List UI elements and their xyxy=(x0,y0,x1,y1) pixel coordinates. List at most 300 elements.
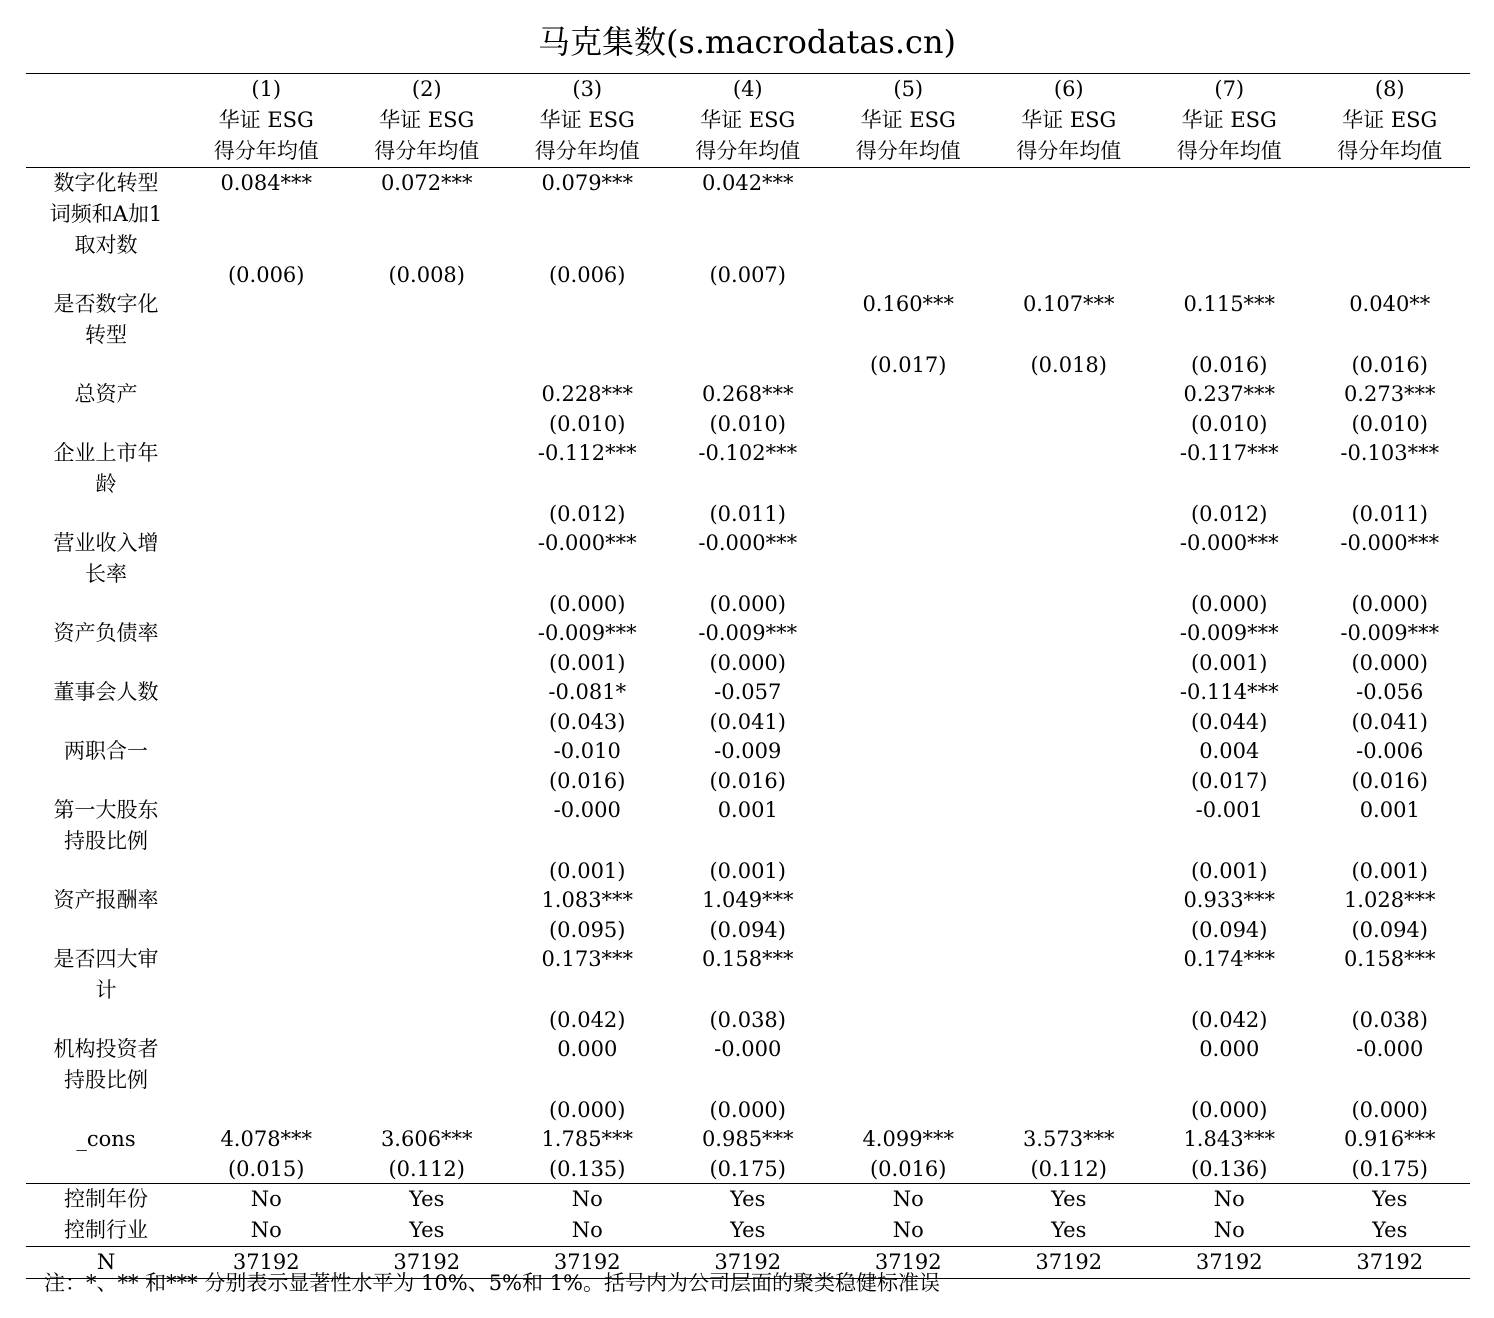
coef-cell xyxy=(989,528,1150,590)
coef-cell: -0.001 xyxy=(1195,798,1263,822)
coef-cell: -0.000*** xyxy=(1340,531,1440,555)
coef-cell: 1.785*** xyxy=(541,1127,634,1151)
se-row xyxy=(26,410,1470,438)
se-cell: (0.038) xyxy=(1351,1008,1428,1032)
se-cell xyxy=(347,351,508,379)
se-cell: (0.000) xyxy=(548,1098,626,1122)
se-cell xyxy=(828,590,989,618)
se-cell: (0.042) xyxy=(1190,1008,1268,1032)
se-cell xyxy=(828,410,989,438)
se-cell xyxy=(828,767,989,795)
control-cell: No xyxy=(186,1215,347,1247)
se-cell xyxy=(989,857,1150,885)
coef-cell xyxy=(989,618,1150,649)
se-cell: (0.175) xyxy=(668,1155,829,1184)
coef-cell xyxy=(347,885,508,916)
se-row xyxy=(26,351,1470,379)
se-cell: (0.094) xyxy=(709,918,786,942)
n-cell: 37192 xyxy=(186,1247,347,1279)
se-cell xyxy=(186,500,347,528)
se-cell xyxy=(828,1006,989,1034)
se-cell: (0.112) xyxy=(989,1155,1150,1184)
coef-cell xyxy=(828,438,989,500)
se-row xyxy=(26,1155,1470,1184)
coef-cell: 1.843*** xyxy=(1183,1127,1276,1151)
column-header-dep1: 华证 ESG xyxy=(1181,108,1277,132)
se-row xyxy=(26,261,1470,289)
control-cell: No xyxy=(892,1187,924,1211)
se-blank-cell xyxy=(26,649,186,677)
coef-cell xyxy=(507,289,668,351)
se-cell xyxy=(347,916,508,944)
column-header-num: (3) xyxy=(507,74,668,106)
control-cell: Yes xyxy=(989,1215,1150,1247)
coef-cell: 0.115*** xyxy=(1183,292,1276,316)
se-cell xyxy=(1310,261,1471,289)
coef-row xyxy=(26,795,1470,857)
se-cell: (0.095) xyxy=(548,918,626,942)
se-blank-cell xyxy=(26,1096,186,1124)
coef-cell: 1.083*** xyxy=(541,888,634,912)
se-cell: (0.001) xyxy=(709,859,786,883)
coef-cell xyxy=(186,944,347,1006)
coef-cell: 0.158*** xyxy=(1343,947,1436,971)
se-cell: (0.042) xyxy=(548,1008,626,1032)
coef-cell: -0.000 xyxy=(714,1037,782,1061)
column-header-dep1: 华证 ESG xyxy=(218,108,314,132)
column-header-dep2: 得分年均值 xyxy=(855,139,961,163)
header-blank-cell xyxy=(26,136,186,168)
se-cell xyxy=(186,649,347,677)
se-cell xyxy=(186,916,347,944)
se-cell: (0.000) xyxy=(1190,1098,1268,1122)
se-blank-cell xyxy=(26,708,186,736)
coef-row xyxy=(26,528,1470,590)
se-blank-cell xyxy=(26,500,186,528)
se-cell: (0.010) xyxy=(548,412,626,436)
se-cell: (0.016) xyxy=(828,1155,989,1184)
se-cell xyxy=(828,500,989,528)
se-cell: (0.012) xyxy=(548,502,626,526)
se-blank-cell xyxy=(26,916,186,944)
control-row xyxy=(26,1215,1470,1247)
control-cell: Yes xyxy=(1051,1187,1087,1211)
coef-cell: -0.000 xyxy=(1356,1037,1424,1061)
n-label: N xyxy=(26,1247,186,1279)
coef-cell: -0.009*** xyxy=(1340,621,1440,645)
se-cell xyxy=(989,767,1150,795)
coef-cell xyxy=(186,1034,347,1096)
se-cell xyxy=(828,916,989,944)
coef-cell xyxy=(828,379,989,410)
se-cell: (0.010) xyxy=(1351,412,1428,436)
se-blank-cell xyxy=(26,857,186,885)
se-cell xyxy=(989,590,1150,618)
se-cell: (0.043) xyxy=(548,710,626,734)
coef-cell xyxy=(186,885,347,916)
coef-cell xyxy=(989,168,1150,262)
n-cell: 37192 xyxy=(989,1247,1150,1279)
se-cell: (0.094) xyxy=(1351,918,1428,942)
se-cell: (0.016) xyxy=(1190,353,1268,377)
se-cell xyxy=(989,410,1150,438)
coef-cell xyxy=(347,1034,508,1096)
se-blank-cell xyxy=(26,767,186,795)
se-blank-cell xyxy=(26,351,186,379)
column-header-num: (7) xyxy=(1149,74,1310,106)
coef-cell: 0.933*** xyxy=(1183,888,1276,912)
variable-label: 董事会人数 xyxy=(53,680,159,704)
coef-cell: -0.057 xyxy=(714,680,782,704)
coef-cell: -0.117*** xyxy=(1179,441,1279,465)
coef-cell xyxy=(186,438,347,500)
coef-cell: 0.268*** xyxy=(701,382,794,406)
control-cell: No xyxy=(1213,1187,1245,1211)
coef-cell xyxy=(989,885,1150,916)
se-cell: (0.008) xyxy=(388,263,465,287)
variable-label: 第一大股东持股比例 xyxy=(53,798,159,853)
control-cell: Yes xyxy=(668,1215,829,1247)
se-cell xyxy=(186,410,347,438)
se-cell: (0.012) xyxy=(1190,502,1268,526)
se-cell: (0.011) xyxy=(709,502,786,526)
control-cell: Yes xyxy=(1310,1215,1471,1247)
variable-label: 两职合一 xyxy=(64,739,148,763)
coef-cell xyxy=(347,944,508,1006)
se-cell xyxy=(347,857,508,885)
column-header-num: (6) xyxy=(989,74,1150,106)
coef-cell xyxy=(186,736,347,767)
se-cell xyxy=(668,351,829,379)
column-header-dep2: 得分年均值 xyxy=(1176,139,1282,163)
coef-cell: 0.158*** xyxy=(701,947,794,971)
coef-cell: -0.056 xyxy=(1356,680,1424,704)
control-label: 控制年份 xyxy=(64,1187,148,1211)
coef-cell xyxy=(347,677,508,708)
column-header-dep2: 得分年均值 xyxy=(695,139,801,163)
se-cell xyxy=(186,1006,347,1034)
se-cell: (0.017) xyxy=(869,353,947,377)
se-cell: (0.016) xyxy=(1351,353,1428,377)
coef-cell xyxy=(828,885,989,916)
coef-row xyxy=(26,438,1470,500)
coef-cell xyxy=(828,618,989,649)
header-blank-cell xyxy=(26,105,186,136)
control-cell: Yes xyxy=(409,1187,445,1211)
coef-cell xyxy=(989,1034,1150,1096)
se-cell xyxy=(989,261,1150,289)
coef-cell: -0.000*** xyxy=(1179,531,1279,555)
se-cell xyxy=(989,708,1150,736)
coef-cell: 0.000 xyxy=(1199,1037,1260,1061)
se-cell: (0.041) xyxy=(1351,710,1428,734)
se-cell: (0.041) xyxy=(709,710,786,734)
coef-cell xyxy=(347,736,508,767)
page-title: 马克集数(s.macrodatas.cn) xyxy=(537,23,957,61)
se-cell xyxy=(828,649,989,677)
coef-cell: 3.573*** xyxy=(1022,1127,1115,1151)
se-cell: (0.001) xyxy=(548,651,626,675)
coef-cell: -0.102*** xyxy=(698,441,798,465)
se-cell xyxy=(989,1096,1150,1124)
column-header-num: (5) xyxy=(828,74,989,106)
variable-label: _cons xyxy=(76,1127,136,1151)
coef-cell: 1.049*** xyxy=(701,888,794,912)
control-cell: No xyxy=(250,1187,282,1211)
se-cell: (0.001) xyxy=(1190,859,1268,883)
column-header-dep2: 得分年均值 xyxy=(534,139,640,163)
column-header-dep1: 华证 ESG xyxy=(379,108,475,132)
coef-cell: 0.000 xyxy=(557,1037,618,1061)
se-cell: (0.010) xyxy=(709,412,786,436)
coef-cell: 0.042*** xyxy=(668,168,829,262)
coef-cell: 0.160*** xyxy=(862,292,955,316)
variable-label: 企业上市年龄 xyxy=(53,441,159,496)
se-cell: (0.018) xyxy=(1030,353,1107,377)
se-cell: (0.000) xyxy=(1351,592,1428,616)
coef-cell: 4.099*** xyxy=(862,1127,955,1151)
se-cell: (0.000) xyxy=(1351,651,1428,675)
se-cell xyxy=(347,1006,508,1034)
variable-label: 营业收入增长率 xyxy=(53,531,159,586)
coef-cell: 0.072*** xyxy=(347,168,508,262)
se-cell: (0.001) xyxy=(1351,859,1428,883)
control-cell: No xyxy=(507,1215,668,1247)
se-row xyxy=(26,590,1470,618)
variable-label: 资产负债率 xyxy=(53,621,159,645)
coef-row xyxy=(26,1124,1470,1155)
coef-cell: -0.010 xyxy=(553,739,621,763)
coef-cell: 1.028*** xyxy=(1343,888,1436,912)
se-cell xyxy=(1149,261,1310,289)
n-cell: 37192 xyxy=(828,1247,989,1279)
coef-cell: 0.084*** xyxy=(186,168,347,262)
coef-row xyxy=(26,618,1470,649)
control-cell: Yes xyxy=(347,1215,508,1247)
coef-cell xyxy=(989,795,1150,857)
coef-cell xyxy=(989,379,1150,410)
coef-cell: 0.107*** xyxy=(1022,292,1115,316)
coef-row xyxy=(26,289,1470,351)
coef-cell xyxy=(186,618,347,649)
coef-cell: -0.103*** xyxy=(1340,441,1440,465)
se-cell xyxy=(347,590,508,618)
se-cell: (0.007) xyxy=(709,263,786,287)
coef-cell: 3.606*** xyxy=(380,1127,473,1151)
se-cell: (0.006) xyxy=(227,263,305,287)
coef-cell: -0.112*** xyxy=(537,441,637,465)
se-blank-cell xyxy=(26,1006,186,1034)
coef-cell xyxy=(347,795,508,857)
coef-cell xyxy=(828,795,989,857)
coef-cell: -0.009*** xyxy=(537,621,637,645)
se-row xyxy=(26,767,1470,795)
coef-cell: 0.001 xyxy=(1359,798,1420,822)
column-header-dep1: 华证 ESG xyxy=(539,108,635,132)
se-cell: (0.112) xyxy=(347,1155,508,1184)
coef-row xyxy=(26,944,1470,1006)
coef-cell: 0.237*** xyxy=(1183,382,1276,406)
variable-label: 数字化转型词频和A加1取对数 xyxy=(26,168,186,262)
control-label: 控制行业 xyxy=(26,1215,186,1247)
header-row xyxy=(26,136,1470,168)
se-cell: (0.094) xyxy=(1190,918,1268,942)
coef-cell: -0.114*** xyxy=(1179,680,1279,704)
control-cell: No xyxy=(571,1187,603,1211)
se-cell xyxy=(186,590,347,618)
se-cell: (0.010) xyxy=(1190,412,1268,436)
coef-cell xyxy=(989,677,1150,708)
coef-cell xyxy=(186,528,347,590)
se-row xyxy=(26,857,1470,885)
column-header-dep2: 得分年均值 xyxy=(213,139,319,163)
coef-cell: 0.004 xyxy=(1199,739,1260,763)
coef-cell xyxy=(347,618,508,649)
se-cell xyxy=(347,708,508,736)
variable-label: 资产报酬率 xyxy=(53,888,159,912)
se-cell: (0.135) xyxy=(507,1155,668,1184)
regression-table xyxy=(26,73,1470,1279)
coef-row xyxy=(26,1034,1470,1096)
coef-cell xyxy=(828,1034,989,1096)
coef-cell xyxy=(1149,168,1310,262)
se-cell xyxy=(347,649,508,677)
se-cell: (0.000) xyxy=(709,651,786,675)
se-cell: (0.011) xyxy=(1351,502,1428,526)
se-cell xyxy=(507,351,668,379)
coef-cell: 0.985*** xyxy=(701,1127,794,1151)
coef-cell: 0.040** xyxy=(1349,292,1431,316)
coef-row xyxy=(26,379,1470,410)
coef-cell xyxy=(828,168,989,262)
se-cell: (0.016) xyxy=(709,769,786,793)
column-header-dep2: 得分年均值 xyxy=(1337,139,1443,163)
coef-cell: -0.006 xyxy=(1356,739,1424,763)
header-blank-cell xyxy=(26,74,186,106)
coef-cell xyxy=(828,944,989,1006)
n-cell: 37192 xyxy=(1310,1247,1471,1279)
coef-cell: -0.000 xyxy=(553,798,621,822)
se-row xyxy=(26,500,1470,528)
n-cell: 37192 xyxy=(1149,1247,1310,1279)
coef-cell: -0.009*** xyxy=(698,621,798,645)
se-cell: (0.016) xyxy=(1351,769,1428,793)
coef-cell xyxy=(828,677,989,708)
coef-cell: 0.079*** xyxy=(507,168,668,262)
se-row xyxy=(26,708,1470,736)
se-cell xyxy=(989,649,1150,677)
se-cell xyxy=(347,410,508,438)
se-cell xyxy=(347,500,508,528)
se-cell: (0.016) xyxy=(548,769,626,793)
se-cell: (0.001) xyxy=(548,859,626,883)
coef-cell xyxy=(347,379,508,410)
se-cell xyxy=(186,767,347,795)
se-cell xyxy=(828,857,989,885)
se-cell xyxy=(186,857,347,885)
coef-cell: 0.228*** xyxy=(541,382,634,406)
coef-cell xyxy=(989,736,1150,767)
se-cell xyxy=(989,500,1150,528)
coef-cell xyxy=(347,528,508,590)
coef-cell: -0.009*** xyxy=(1179,621,1279,645)
se-blank-cell xyxy=(26,410,186,438)
coef-cell: 0.174*** xyxy=(1183,947,1276,971)
se-cell xyxy=(828,1096,989,1124)
column-header-dep1: 华证 ESG xyxy=(1342,108,1438,132)
column-header-num: (4) xyxy=(668,74,829,106)
se-row xyxy=(26,916,1470,944)
coef-cell: 0.273*** xyxy=(1343,382,1436,406)
control-cell: No xyxy=(1149,1215,1310,1247)
se-cell: (0.000) xyxy=(709,1098,786,1122)
column-header-num: (1) xyxy=(186,74,347,106)
coef-cell: -0.009 xyxy=(714,739,782,763)
coef-cell xyxy=(828,736,989,767)
se-cell: (0.136) xyxy=(1149,1155,1310,1184)
se-row xyxy=(26,1096,1470,1124)
header-row xyxy=(26,105,1470,136)
coef-cell: 4.078*** xyxy=(220,1127,313,1151)
coef-cell xyxy=(989,944,1150,1006)
column-header-dep2: 得分年均值 xyxy=(1016,139,1122,163)
se-row xyxy=(26,1006,1470,1034)
se-cell: (0.044) xyxy=(1190,710,1268,734)
se-cell xyxy=(347,767,508,795)
se-cell xyxy=(186,1096,347,1124)
se-cell: (0.015) xyxy=(186,1155,347,1184)
se-cell: (0.000) xyxy=(548,592,626,616)
se-cell xyxy=(347,1096,508,1124)
column-header-num: (8) xyxy=(1310,74,1471,106)
control-cell: No xyxy=(828,1215,989,1247)
coef-row xyxy=(26,677,1470,708)
se-cell: (0.038) xyxy=(709,1008,786,1032)
coef-cell xyxy=(347,289,508,351)
se-cell xyxy=(828,261,989,289)
variable-label: 机构投资者持股比例 xyxy=(53,1037,159,1092)
se-cell: (0.000) xyxy=(1351,1098,1428,1122)
variable-label: 是否数字化转型 xyxy=(53,292,159,347)
coef-cell: -0.000*** xyxy=(537,531,637,555)
se-cell xyxy=(989,916,1150,944)
coef-row xyxy=(26,736,1470,767)
variable-label: 是否四大审计 xyxy=(53,947,159,1002)
coef-cell xyxy=(828,528,989,590)
coef-cell: 0.173*** xyxy=(541,947,634,971)
coef-cell: -0.081* xyxy=(548,680,627,704)
control-cell: Yes xyxy=(1372,1187,1408,1211)
column-header-dep1: 华证 ESG xyxy=(1021,108,1117,132)
column-header-dep2: 得分年均值 xyxy=(374,139,480,163)
coef-cell xyxy=(186,379,347,410)
se-cell: (0.006) xyxy=(548,263,626,287)
se-cell: (0.000) xyxy=(709,592,786,616)
column-header-num: (2) xyxy=(347,74,508,106)
n-cell: 37192 xyxy=(668,1247,829,1279)
se-cell xyxy=(186,708,347,736)
se-blank-cell xyxy=(26,261,186,289)
coef-cell: 0.001 xyxy=(717,798,778,822)
coef-cell: 0.916*** xyxy=(1343,1127,1436,1151)
se-cell: (0.017) xyxy=(1190,769,1268,793)
se-blank-cell xyxy=(26,590,186,618)
se-cell: (0.175) xyxy=(1310,1155,1471,1184)
control-cell: Yes xyxy=(730,1187,766,1211)
control-row xyxy=(26,1184,1470,1216)
se-cell xyxy=(186,351,347,379)
header-row xyxy=(26,74,1470,106)
